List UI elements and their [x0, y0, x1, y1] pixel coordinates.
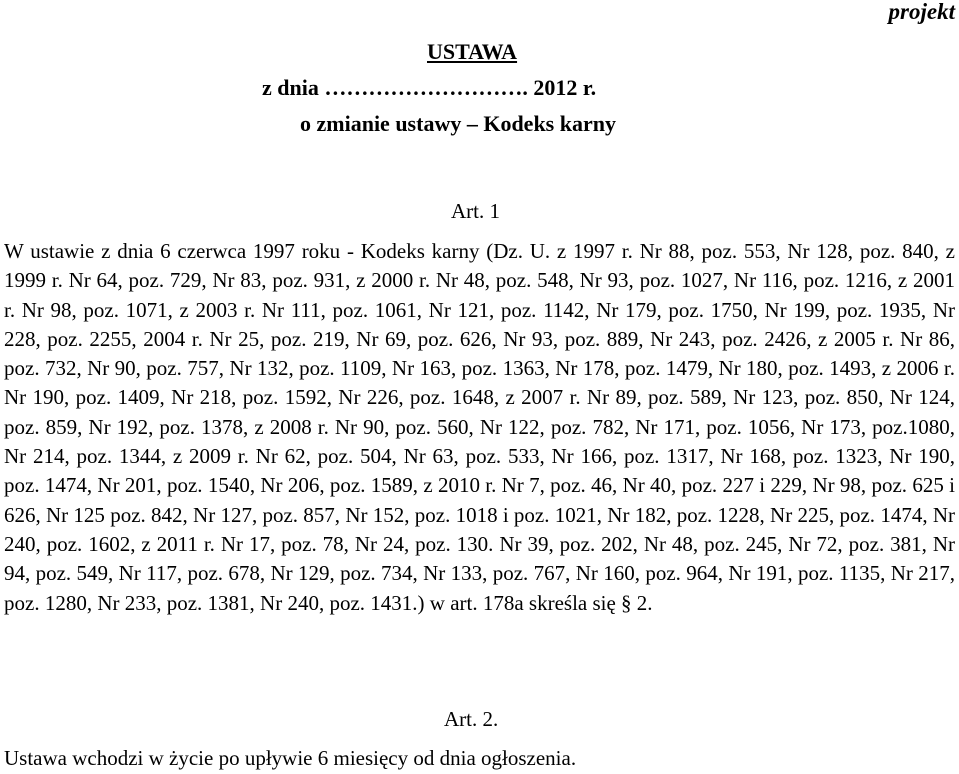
article-2-text: Ustawa wchodzi w życie po upływie 6 miesięcy od dnia ogłoszenia.	[4, 746, 577, 770]
article-2-heading: Art. 2.	[444, 707, 499, 731]
draft-marker: projekt	[888, 0, 955, 24]
document-date-line: z dnia ………………………. 2012 r.	[262, 75, 597, 100]
document-subject: o zmianie ustawy – Kodeks karny	[300, 111, 616, 136]
document-title: USTAWA	[427, 39, 518, 64]
article-1-text: W ustawie z dnia 6 czerwca 1997 roku - Kodeks karny (Dz. U. z 1997 r. Nr 88, poz. 553, Nr 128, poz. 840, z 1999 r. Nr 64, poz. 729, Nr 83, poz. 931, z 2000 r. Nr 48, poz. 548, Nr 93, poz. 1027, Nr 116, poz. 1216, z 2001 r. Nr 98, poz. 1071, z 2003 r. Nr 111, poz. 1061, Nr 121, poz. 1142, Nr 179, poz. 1750, Nr 199, poz. 1935, Nr 228, poz. 2255, 2004 r. Nr 25, poz. 219, Nr 69, poz. 626, Nr 93, poz. 889, Nr 243, poz. 2426, z 2005 r. Nr 86, poz. 732, Nr 90, poz. 757, Nr 132, poz. 1109, Nr 163, poz. 1363, Nr 178, poz. 1479, Nr 180, poz. 1493, z 2006 r. Nr 190, poz. 1409, Nr 218, poz. 1592, Nr 226, poz. 1648, z 2007 r. Nr 89, poz. 589, Nr 123, poz. 850, Nr 124, poz. 859, Nr 192, poz. 1378, z 2008 r. Nr 90, poz. 560, Nr 122, poz. 782, Nr 171, poz. 1056, Nr 173, poz.1080, Nr 214, poz. 1344, z 2009 r. Nr 62, poz. 504, Nr 63, poz. 533, Nr 166, poz. 1317, Nr 168, poz. 1323, Nr 190, poz. 1474, Nr 201, poz. 1540, Nr 206, poz. 1589, z 2010 r. Nr 7, poz. 46, Nr 40, poz. 227 i 229, Nr 98, poz. 625 i 626, Nr 125 poz. 842, Nr 127, poz. 857, Nr 152, poz. 1018 i poz. 1021, Nr 182, poz. 1228, Nr 225, poz. 1474, Nr 240, poz. 1602, z 2011 r. Nr 17, poz. 78, Nr 24, poz. 130. Nr 39, poz. 202, Nr 48, poz. 245, Nr 72, poz. 381, Nr 94, poz. 549, Nr 117, poz. 678, Nr 129, poz. 734, Nr 133, poz. 767, Nr 160, poz. 964, Nr 191, poz. 1135, Nr 217, poz. 1280, Nr 233, poz. 1381, Nr 240, poz. 1431.) w art. 178a skreśla się § 2.	[4, 239, 955, 615]
article-1-heading: Art. 1	[451, 199, 500, 223]
